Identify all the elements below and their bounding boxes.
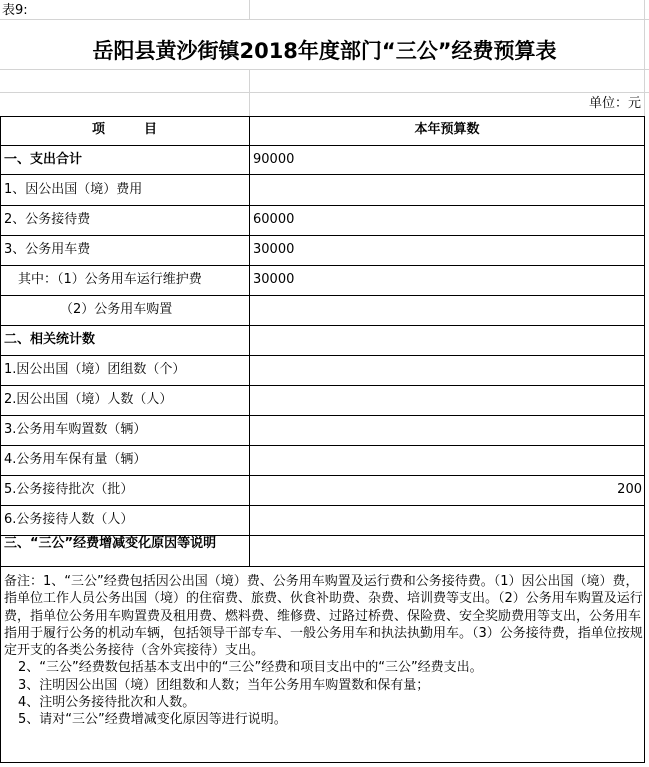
row-value-reception-batches: 200	[617, 482, 642, 497]
column-header-amount: 本年预算数	[414, 122, 480, 137]
table-border	[0, 116, 1, 763]
notes-block	[4, 573, 644, 729]
row-value-total: 90000	[253, 152, 295, 167]
table-border	[0, 762, 645, 763]
row-label-vehicle-maintenance: 其中：（1）公务用车运行维护费	[18, 272, 202, 287]
note-paragraph: 3、注明因公出国（境）团组数和人数；当年公务用车购置数和保有量；	[18, 677, 430, 693]
row-label-reception-batches: 5.公务接待批次（批）	[4, 482, 134, 497]
table-border	[0, 475, 645, 476]
row-label-total: 一、支出合计	[4, 152, 83, 167]
gridline	[249, 0, 250, 19]
unit-label: 单位：元	[588, 96, 641, 111]
table-border	[0, 566, 645, 567]
table-border	[0, 145, 645, 146]
row-label-overseas: 1、因公出国（境）费用	[4, 182, 143, 197]
note-paragraph: 5、请对“三公”经费增减变化原因等进行说明。	[18, 712, 287, 728]
row-value-reception: 60000	[253, 212, 295, 227]
row-label-overseas-groups: 1.因公出国（境）团组数（个）	[4, 362, 186, 377]
row-label-vehicle-purchase: （2）公务用车购置	[60, 302, 173, 317]
table-border	[0, 445, 645, 446]
table-border	[0, 415, 645, 416]
table-border	[0, 235, 645, 236]
gridline	[249, 69, 250, 116]
table-border	[0, 505, 645, 506]
row-label-vehicle-holdings: 4.公务用车保有量（辆）	[4, 452, 147, 467]
row-label-vehicle: 3、公务用车费	[4, 242, 91, 257]
table-border	[0, 116, 645, 117]
note-paragraph: 4、注明公务接待批次和人数。	[18, 695, 196, 711]
gridline	[0, 92, 649, 93]
gridline	[0, 69, 649, 70]
note-paragraph: 备注：1、“三公”经费包括因公出国（境）费、公务用车购置及运行费和公务接待费。（1）因公出国（境）费，指单位工作人员公务出国（境）的住宿费、旅费、伙食补助费、杂费、培训费等支出。（2）公务用车购置及运行费，指单位公务用车购置费及租用费、燃料费、维修费、过路过桥费、保险费、安全奖励费用等支出，公务用车指用于履行公务的机动车辆，包括领导干部专车、一般公务用车和执法执勤用车。（3）公务接待费，指单位按规定开支的各类公务接待（含外宾接待）支出。	[4, 574, 643, 659]
table-border	[0, 355, 645, 356]
row-label-overseas-people: 2.因公出国（境）人数（人）	[4, 392, 173, 407]
row-label-vehicle-purchase-count: 3.公务用车购置数（辆）	[4, 422, 147, 437]
table-border	[0, 205, 645, 206]
table-border	[644, 116, 645, 763]
table-border	[0, 174, 645, 175]
table-border	[0, 385, 645, 386]
column-header-item: 项 目	[91, 122, 157, 137]
row-label-reception-people: 6.公务接待人数（人）	[4, 512, 134, 527]
row-label-explanation: 三、“三公”经费增减变化原因等说明	[4, 536, 217, 551]
table-border	[0, 325, 645, 326]
row-value-vehicle-maintenance: 30000	[253, 272, 295, 287]
row-label-reception: 2、公务接待费	[4, 212, 91, 227]
page-title: 岳阳县黄沙街镇2018年度部门“三公”经费预算表	[92, 39, 557, 63]
note-paragraph: 2、“三公”经费数包括基本支出中的“三公”经费和项目支出中的“三公”经费支出。	[18, 660, 483, 676]
table-border	[0, 265, 645, 266]
table-border	[249, 116, 250, 566]
row-label-statistics: 二、相关统计数	[4, 332, 96, 347]
table-border	[0, 295, 645, 296]
sheet-label: 表9:	[2, 3, 28, 18]
gridline	[0, 19, 649, 20]
row-value-vehicle: 30000	[253, 242, 295, 257]
